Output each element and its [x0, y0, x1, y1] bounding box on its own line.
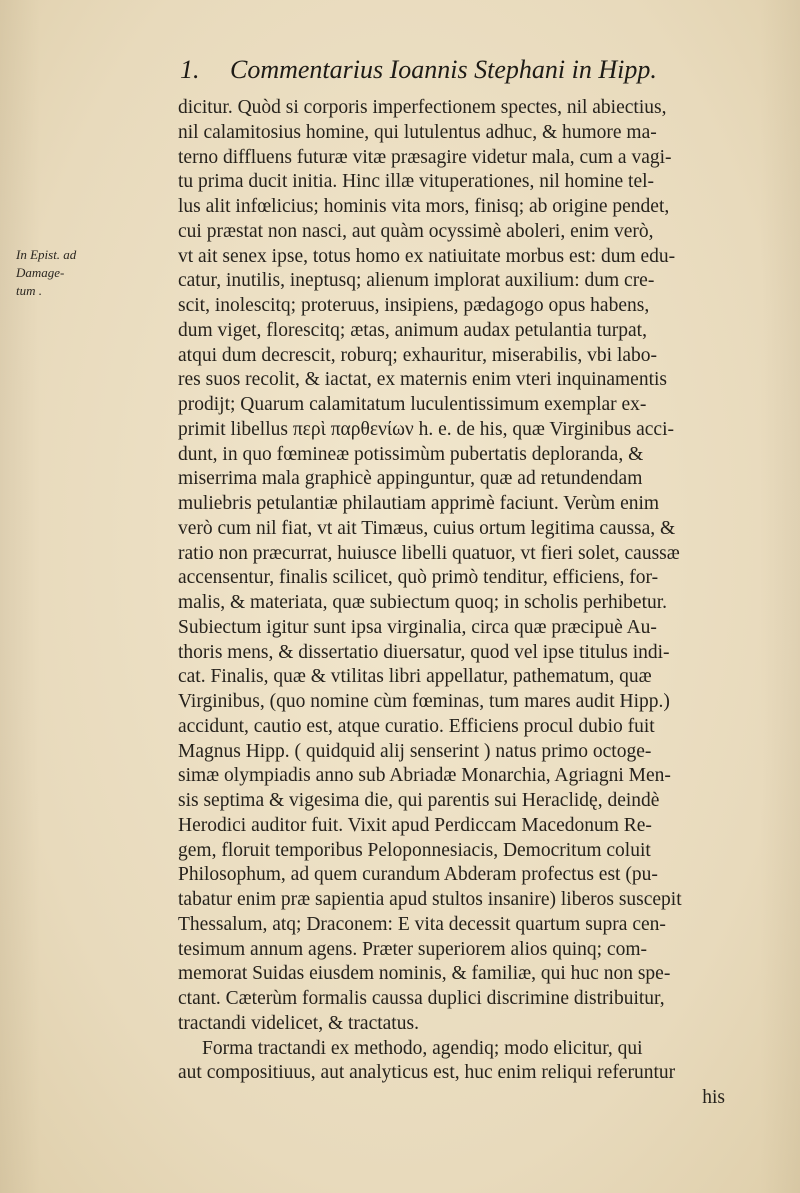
text-line: prodijt; Quarum calamitatum luculentissimum exemplar ex-	[178, 394, 647, 415]
text-line: tabatur enim præ sapientia apud stultos insanire) liberos suscepit	[178, 889, 682, 910]
text-line: tractandi videlicet, & tractatus.	[178, 1012, 419, 1034]
text-line: cat. Finalis, quæ & vtilitas libri appellatur, pathematum, quæ	[178, 666, 652, 688]
text-line: verò cum nil fiat, vt ait Timæus, cuius ortum legitima caussa, &	[178, 517, 676, 539]
text-line: accensentur, finalis scilicet, quò primò tenditur, efficiens, for-	[178, 567, 659, 589]
text-line: Herodici auditor fuit. Vixit apud Perdiccam Macedonum Re-	[178, 814, 652, 836]
text-line: terno diffluens futuræ vitæ præsagire videtur mala, cum a vagi-	[178, 146, 672, 168]
text-line: res suos recolit, & iactat, ex maternis enim vteri inquinamentis	[178, 369, 667, 391]
text-line: dum viget, florescitq; ætas, animum audax petulantia turpat,	[178, 319, 647, 341]
text-line: lus alit infœlicius; hominis vita mors, finisq; ab origine pendet,	[178, 196, 670, 217]
text-line: his	[702, 1087, 725, 1108]
text-line: cui præstat non nasci, aut quàm ocyssimè aboleri, enim verò,	[178, 220, 654, 242]
text-line: Virginibus, (quo nomine cùm fœminas, tum mares audit Hipp.)	[178, 691, 670, 712]
text-line: gem, floruit temporibus Peloponnesiacis, Democritum coluit	[178, 839, 651, 861]
text-line: dicitur. Quòd si corporis imperfectionem spectes, nil abiectius,	[178, 97, 667, 118]
margin-note-line: Damage-	[16, 265, 65, 280]
running-title: Commentarius Ioannis Stephani in Hipp.	[230, 55, 657, 84]
text-line: accidunt, cautio est, atque curatio. Efficiens procul dubio fuit	[178, 715, 655, 737]
text-line: catur, inutilis, ineptusq; alienum implorat auxilium: dum cre-	[178, 270, 655, 292]
text-line: miserrima mala graphicè appinguntur, quæ ad retundendam	[178, 468, 643, 490]
text-line: muliebris petulantiæ philautiam apprimè faciunt. Verùm enim	[178, 493, 660, 514]
text-line: Thessalum, atq; Draconem: E vita decessit quartum supra cen-	[178, 913, 666, 935]
text-line: Philosophum, ad quem curandum Abderam profectus est (pu-	[178, 864, 658, 886]
text-line: malis, & materiata, quæ subiectum quoq; in scholis perhibetur.	[178, 592, 668, 613]
text-line: ratio non præcurrat, huiusce libelli quatuor, vt fieri solet, caussæ	[178, 542, 680, 564]
text-line: tu prima ducit initia. Hinc illæ vituperationes, nil homine tel-	[178, 171, 655, 193]
text-line: Subiectum igitur sunt ipsa virginalia, circa quæ præcipuè Au-	[178, 616, 657, 638]
marginal-note	[16, 246, 166, 300]
text-line: aut compositiuus, aut analyticus est, huc enim reliqui referuntur	[178, 1062, 676, 1084]
text-line: vt ait senex ipse, totus homo ex natiuitate morbus est: dum edu-	[178, 245, 676, 267]
text-line: simæ olympiadis anno sub Abriadæ Monarchia, Agriagni Men-	[178, 765, 671, 787]
text-line: atqui dum decrescit, roburq; exhauritur, miserabilis, vbi labo-	[178, 344, 658, 366]
text-line: ctant. Cæterùm formalis caussa duplici discrimine distribuitur,	[178, 988, 665, 1009]
text-line: tesimum annum agens. Præter superiorem alios quinq; com-	[178, 938, 647, 960]
text-line: thoris mens, & dissertatio diuersatur, quod vel ipse titulus indi-	[178, 641, 670, 663]
text-line: sis septima & vigesima die, qui parentis sui Heraclidę, deindè	[178, 790, 660, 811]
text-line: primit libellus περὶ παρθενίων h. e. de his, quæ Virginibus acci-	[178, 418, 674, 440]
body-text	[178, 96, 763, 1111]
text-line: Magnus Hipp. ( quidquid alij senserint ) natus primo octoge-	[178, 740, 652, 762]
page-number: 1.	[180, 55, 200, 84]
margin-note-line: tum .	[16, 283, 42, 298]
margin-note-line: In Epist. ad	[16, 247, 77, 262]
text-line: scit, inolescitq; proteruus, insipiens, pædagogo opus habens,	[178, 295, 650, 316]
text-line: nil calamitosius homine, qui lutulentus adhuc, & humore ma-	[178, 121, 657, 143]
text-line: memorat Suidas eiusdem nominis, & familiæ, qui huc non spe-	[178, 963, 671, 985]
text-line: Forma tractandi ex methodo, agendiq; modo elicitur, qui	[202, 1037, 643, 1059]
running-header	[180, 48, 740, 92]
text-line: dunt, in quo fœmineæ potissimùm pubertatis deploranda, &	[178, 443, 644, 465]
